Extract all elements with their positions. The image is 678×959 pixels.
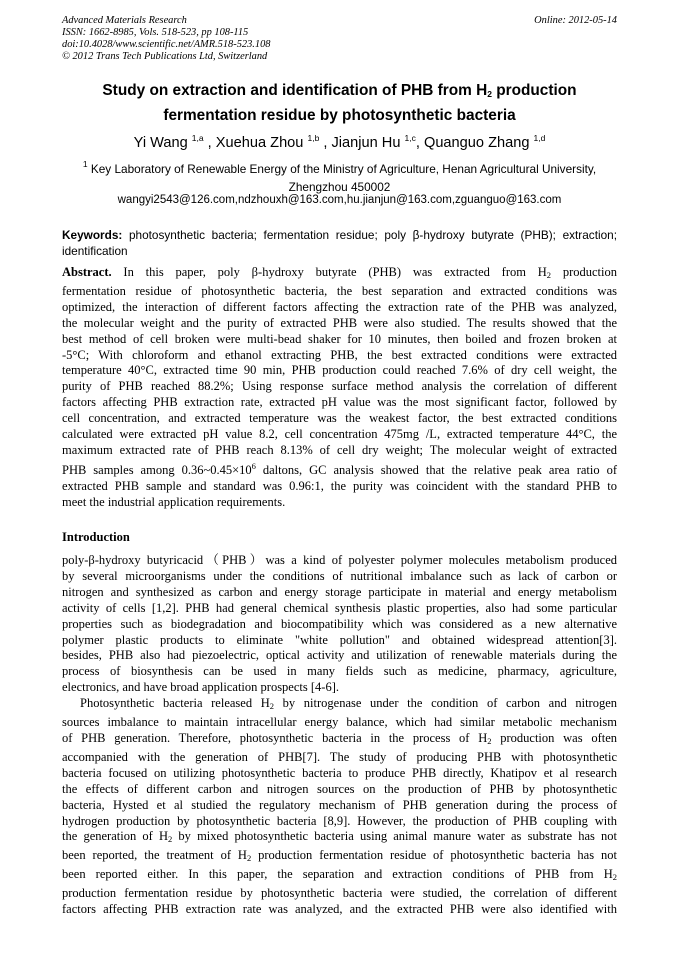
abstract-line: factors affecting PHB extraction rate, extracted pH value was the most significant factor, followed by	[62, 395, 617, 410]
body-line: the generation of $H_2$ by mixed photosynthetic bacteria using animal manure water as substrate has not	[62, 829, 617, 845]
online-date: Online: 2012-05-14	[534, 15, 617, 26]
abstract-line: meet the industrial application requirements.	[62, 494, 286, 509]
body-line: nitrogen and synthesized as carbon and energy storage participate in material and energy metabolism	[62, 584, 617, 599]
body-line: sources imbalance to maintain intracellular energy balance, which had similar metabolic mechanism	[62, 715, 617, 730]
abstract-line: -5°C; With chloroform and ethanol extracting PHB, the best extracted conditions were extracted	[62, 347, 617, 362]
journal-header	[62, 15, 617, 63]
section-heading-introduction: Introduction	[62, 530, 130, 544]
body-line: the effects of different carbon and nitrogen sources on the production of PHB by photosynthetic	[62, 781, 617, 796]
paper-title: Study on extraction and identification of PHB from $H_2$ production fermentation residue by photosynthetic bacteria	[102, 82, 577, 124]
author-name: Quanguo Zhang	[423, 135, 530, 151]
body-line: been reported, the treatment of $H_2$ production fermentation residue of photosynthetic bacteria has not	[62, 848, 617, 864]
abstract-line: extracted PHB sample and standard was 0.96:1, the purity was coincident with the standard PHB to	[62, 478, 617, 493]
body-line: besides, PHB also had piezoelectric, optical activity and utilization of renewable materials during the	[62, 648, 617, 663]
body-line: Photosynthetic bacteria released $H_2$ by nitrogenase under the condition of carbon and nitrogen	[80, 696, 617, 712]
author-name: Xuehua Zhou	[215, 135, 304, 151]
body-line: accompanied with the generation of PHB[7]. The study of producing PHB with photosynthetic	[62, 749, 617, 764]
abstract-line: optimized, the interaction of different factors affecting the extraction rate of the PHB was analyzed,	[62, 299, 617, 314]
body-line: bacteria focused on utilizing photosynthetic bacteria to produce PHB directly, Khatipov et al research	[62, 765, 617, 780]
body-line: production fermentation residue by photosynthetic bacteria were studied, the correlation of different	[62, 886, 617, 901]
body-line: electronics, and have broad application prospects [4-6].	[62, 680, 339, 695]
body-line: by several microorganisms under the conditions of nutritional imbalance such as lack of carbon or	[62, 568, 617, 583]
journal-name: Advanced Materials Research	[62, 15, 187, 26]
author-emails: wangyi2543@126.com,ndzhouxh@163.com,hu.jianjun@163.com,zguanguo@163.com	[117, 194, 562, 206]
keywords-label: Keywords:	[62, 228, 123, 242]
abstract-line: fermentation residue of photosynthetic bacteria, the best separation and extracted conditions was	[62, 283, 617, 298]
body-line: process of biosynthesis can be used in many fields such as medicine, pharmacy, agriculture,	[62, 664, 617, 679]
author-list: Yi Wang $^{1,a}$ , Xuehua Zhou $^{1,b}$ , Jianjun Hu $^{1,c}$, Quanguo Zhang $^{1,d}$	[133, 133, 546, 151]
issn-line: ISSN: 1662-8985, Vols. 518-523, pp 108-115	[62, 27, 249, 38]
body-line: hydrogen production by photosynthetic bacteria [8,9]. However, the production of PHB coupling with	[62, 813, 617, 828]
author-name: Jianjun Hu	[331, 135, 401, 151]
body-line: of PHB generation. Therefore, photosynthetic bacteria in the process of $H_2$ production was often	[62, 730, 617, 746]
body-line: factors affecting PHB extraction rate was analyzed, and the extracted PHB were also identified with	[62, 902, 617, 917]
body-line: polymer plastic products to eliminate "white pollution" and obtained widespread attention[3].	[62, 632, 617, 647]
abstract	[62, 265, 617, 511]
body-line: poly-β-hydroxy butyricacid（PHB）was a kind of polyester polymer molecules metabolism produced	[62, 553, 617, 567]
abstract-line: cell concentration, and extracted temperature was the weakest factor, the best extracted conditions	[62, 411, 617, 426]
body-line: properties such as biodegradation and biocompatibility which was considered as a new alternative	[62, 616, 617, 631]
author-name: Yi Wang	[133, 135, 188, 151]
introduction-body	[62, 553, 617, 918]
abstract-line: purity of PHB reached 88.2%; Using response surface method analysis the correlation of different	[62, 379, 617, 394]
abstract-line: Abstract. In this paper, poly β-hydroxy butyrate (PHB) was extracted from $H_2$ production	[62, 265, 617, 280]
body-line: bacteria, Hysted et al studied the regulatory mechanism of PHB generation during the process of	[62, 797, 617, 812]
keywords-text: photosynthetic bacteria; fermentation residue; poly β-hydroxy butyrate (PHB); extraction; identification	[62, 228, 617, 258]
abstract-line: best method of cell broken were multi-bead shaker for 10 minutes, then boiled and frozen broken at	[62, 331, 617, 346]
copyright-line: © 2012 Trans Tech Publications Ltd, Switzerland	[62, 51, 268, 62]
abstract-line: the molecular weight and the purity of extracted PHB were also studied. The results showed that the	[62, 315, 617, 330]
abstract-line: calculated were extracted pH value 8.2, cell concentration 475mg /L, extracted temperature 44°C, the	[62, 427, 617, 442]
abstract-label: Abstract.	[62, 265, 112, 279]
body-line: activity of cells [1,2]. PHB had general chemical synthesis plastic properties, also had some particular	[62, 600, 617, 615]
keywords	[62, 228, 617, 259]
abstract-line: PHB samples among $0.36\sim 0.45\times 10^6$ daltons, GC analysis showed that the relative peak area ratio of	[62, 460, 618, 477]
abstract-line: temperature 40°C, extracted time 90 min, PHB production could reached 7.6% of dry cell weight, the	[62, 363, 617, 378]
doi-line: doi:10.4028/www.scientific.net/AMR.518-523.108	[62, 39, 271, 50]
affiliation: $^1$ Key Laboratory of Renewable Energy of the Ministry of Agriculture, Henan Agricultural University, Zhengzhou 450002	[82, 159, 597, 194]
abstract-line: maximum extracted rate of PHB reach 8.13% of cell dry weight; The molecular weight of extracted	[62, 442, 617, 457]
body-line: been reported either. In this paper, the separation and extraction conditions of PHB from $H_2$	[62, 867, 617, 883]
